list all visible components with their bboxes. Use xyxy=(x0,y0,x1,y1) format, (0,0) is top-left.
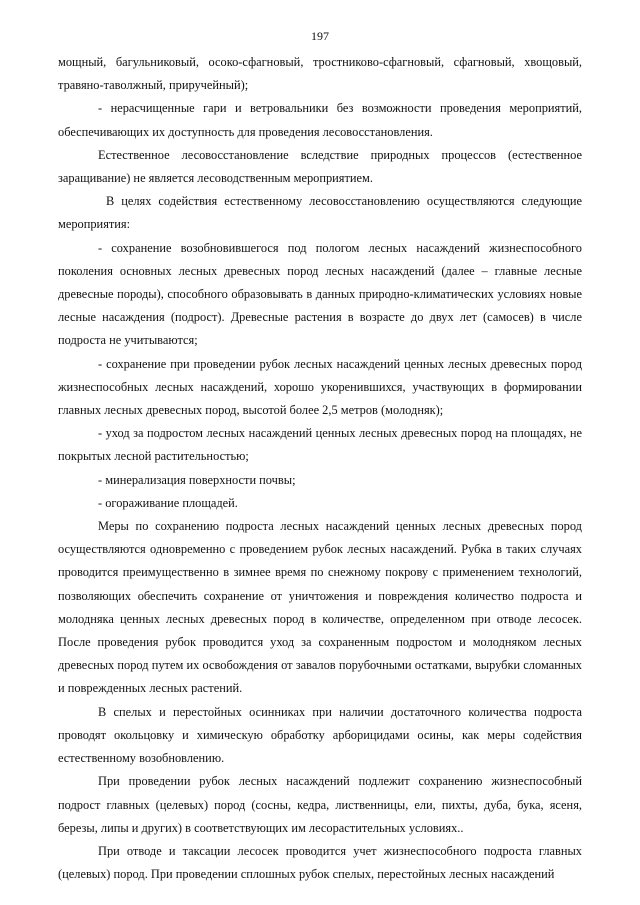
list-item: - нерасчищенные гари и ветровальники без возможности проведения мероприятий, обеспечивающих их доступность для проведения лесовосстановления. xyxy=(58,101,582,139)
list-item: - сохранение при проведении рубок лесных насаждений ценных лесных древесных пород жизнеспособных лесных насаждений, хорошо укоренившихся, участвующих в формировании главных лесных древесных пород, высотой более 2,5 метров (молодняк); xyxy=(58,356,582,418)
paragraph: При отводе и таксации лесосек проводится учет жизнеспособного подроста главных (целевых) пород. При проведении сплошных рубок спелых, перестойных лесных насаждений xyxy=(58,843,582,882)
list-item: - сохранение возобновившегося под пологом лесных насаждений жизнеспособного поколения основных лесных древесных пород лесных насаждений (далее – главные лесные древесные породы), способного образовывать в данных природно-климатических условиях новые лесные насаждения (подрост). Древесные растения в возрасте до двух лет (самосев) в числе подроста не учитываются; xyxy=(58,240,582,348)
paragraph: При проведении рубок лесных насаждений подлежит сохранению жизнеспособный подрост главных (целевых) пород (сосны, кедра, лиственницы, ели, пихты, дуба, бука, ясеня, березы, липы и других) в соответствующих им лесорастительных условиях.. xyxy=(58,774,582,835)
paragraph: В спелых и перестойных осинниках при наличии достаточного количества подроста проводят окольцовку и химическую обработку арборицидами осины, как меры содействия естественному возобновлению. xyxy=(58,704,582,766)
paragraph: В целях содействия естественному лесовосстановлению осуществляются следующие мероприятия: xyxy=(58,194,582,232)
paragraph: Естественное лесовосстановление вследствие природных процессов (естественное заращивание) не является лесоводственным мероприятием. xyxy=(58,147,582,186)
paragraph: Меры по сохранению подроста лесных насаждений ценных лесных древесных пород осуществляются одновременно с проведением рубок лесных насаждений. Рубка в таких случаях проводится преимущественно в зимнее время по снежному покрову с применением технологий, позволяющих обеспечить сохранение от уничтожения и повреждения количество подроста и молодняка ценных лесных древесных пород в количестве, определенном при отводе лесосек. После проведения рубок проводится уход за сохраненным подростом и молодняком лесных древесных пород путем их освобождения от завалов порубочными остатками, вырубки сломанных и поврежденных лесных растений. xyxy=(58,519,582,696)
paragraph-continuation: мощный, багульниковый, осоко-сфагновый, тростниково-сфагновый, сфагновый, хвощовый, травяно-таволжный, приручейный); xyxy=(58,55,582,93)
list-item: - уход за подростом лесных насаждений ценных лесных древесных пород на площадях, не покрытых лесной растительностью; xyxy=(58,426,582,464)
body-text xyxy=(58,51,582,886)
list-item: - огораживание площадей. xyxy=(98,495,238,510)
page-number: 197 xyxy=(311,29,329,43)
list-item: - минерализация поверхности почвы; xyxy=(98,472,296,487)
